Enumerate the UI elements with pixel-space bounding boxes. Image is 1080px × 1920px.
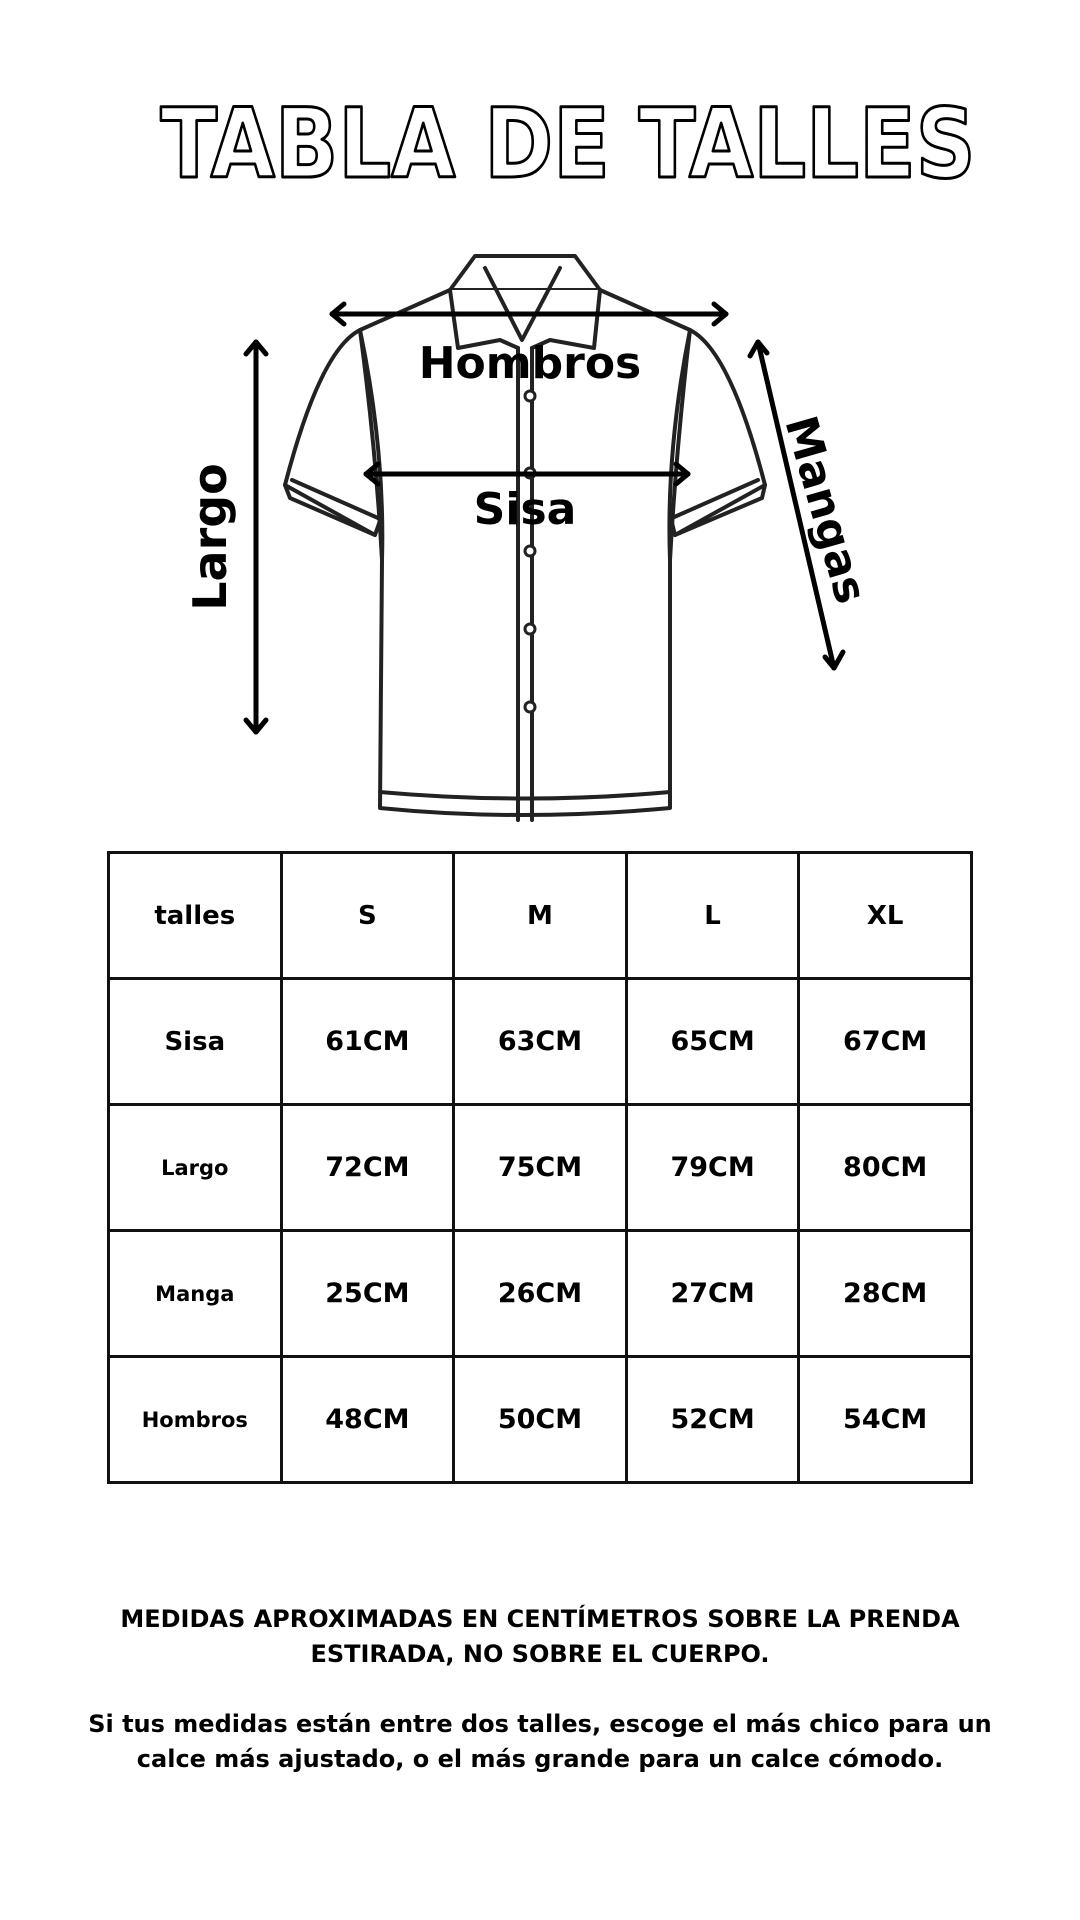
row-label: Sisa xyxy=(109,979,282,1105)
row-label: Manga xyxy=(109,1231,282,1357)
row-label: Hombros xyxy=(109,1357,282,1483)
table-row xyxy=(109,1357,972,1483)
page-title xyxy=(0,80,1080,200)
largo-label: Largo xyxy=(183,463,237,611)
table-header-cell: L xyxy=(626,853,799,979)
table-cell: 63CM xyxy=(454,979,627,1105)
shirt-diagram xyxy=(0,230,1080,840)
table-row xyxy=(109,1105,972,1231)
size-table xyxy=(107,851,973,1484)
disclaimer-text: MEDIDAS APROXIMADAS EN CENTÍMETROS SOBRE LA PRENDA ESTIRADA, NO SOBRE EL CUERPO. xyxy=(120,1605,960,1668)
table-header-row xyxy=(109,853,972,979)
table-cell: 75CM xyxy=(454,1105,627,1231)
advice-text: Si tus medidas están entre dos talles, escoge el más chico para un calce más ajustado, o el más grande para un calce cómodo. xyxy=(88,1710,992,1773)
table-header-cell: M xyxy=(454,853,627,979)
table-cell: 25CM xyxy=(281,1231,454,1357)
mangas-label: Mangas xyxy=(774,410,877,610)
table-cell: 48CM xyxy=(281,1357,454,1483)
sisa-label: Sisa xyxy=(473,484,577,535)
notes-spacer xyxy=(80,1672,1000,1707)
table-cell: 61CM xyxy=(281,979,454,1105)
table-cell: 72CM xyxy=(281,1105,454,1231)
page-title-text: TABLA DE TALLES xyxy=(160,88,976,200)
table-cell: 52CM xyxy=(626,1357,799,1483)
table-cell: 67CM xyxy=(799,979,972,1105)
table-header-cell: talles xyxy=(109,853,282,979)
notes xyxy=(80,1602,1000,1777)
table-header-cell: S xyxy=(281,853,454,979)
row-label: Largo xyxy=(109,1105,282,1231)
table-cell: 50CM xyxy=(454,1357,627,1483)
table-cell: 28CM xyxy=(799,1231,972,1357)
table-cell: 26CM xyxy=(454,1231,627,1357)
table-cell: 79CM xyxy=(626,1105,799,1231)
hombros-label: Hombros xyxy=(418,338,642,389)
shirt-outline-icon xyxy=(0,230,1080,840)
table-cell: 54CM xyxy=(799,1357,972,1483)
table-cell: 27CM xyxy=(626,1231,799,1357)
table-row xyxy=(109,979,972,1105)
table-cell: 80CM xyxy=(799,1105,972,1231)
table-cell: 65CM xyxy=(626,979,799,1105)
table-header-cell: XL xyxy=(799,853,972,979)
table-row xyxy=(109,1231,972,1357)
